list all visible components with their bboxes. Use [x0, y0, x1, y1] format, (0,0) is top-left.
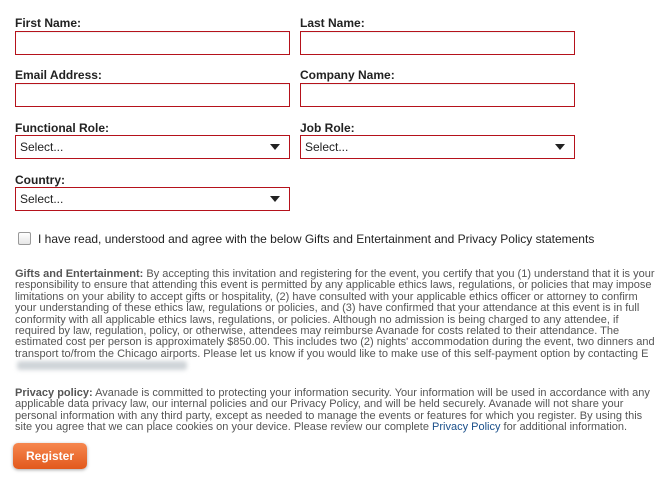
chevron-down-icon [270, 196, 280, 202]
functional-role-select[interactable] [15, 135, 290, 159]
job-role-selected: Select... [305, 140, 349, 154]
privacy-policy-body: Avanade is committed to protecting your information security. Your information will be used in accordance with any applicable data privacy law, our internal policies and our Privacy Policy, and will be held securely. Avanade will not share your personal information with any third party, except as needed to manage the events or features for which you register. By using this site you agree that we can place cookies on your device. Please review our complete [15, 387, 650, 434]
agree-checkbox[interactable] [18, 232, 31, 245]
chevron-down-icon [270, 144, 280, 150]
job-role-select[interactable] [300, 135, 575, 159]
company-name-label: Company Name: [300, 68, 395, 82]
country-select[interactable] [15, 187, 290, 211]
first-name-label: First Name: [15, 16, 82, 30]
register-button[interactable]: Register [13, 443, 87, 469]
first-name-input[interactable] [15, 31, 290, 55]
agree-checkbox-label: I have read, understood and agree with the below Gifts and Entertainment and Privacy Policy statements [38, 232, 595, 246]
country-selected: Select... [20, 192, 64, 206]
functional-role-label: Functional Role: [15, 121, 109, 135]
email-label: Email Address: [15, 68, 102, 82]
gifts-entertainment-statement [15, 269, 657, 372]
redacted-contact [17, 361, 187, 370]
functional-role-selected: Select... [20, 140, 64, 154]
gifts-entertainment-body: By accepting this invitation and registering for the event, you certify that you (1) understand that it is your responsibility to ensure that attending this event is permitted by any applicable ethics laws, regulations, or policies that may impose limitations on your ability to accept gifts or hospitality, (2) have consulted with your applicable ethics officer or attorney to confirm your understanding of these ethics law, regulations or policies, and (3) have confirmed that your attendance at this event is in full conformity with all applicable ethics laws, regulations, or policies. Although no admission is being charged to any attendee, if required by law, regulation, policy, or otherwise, attendees may reimburse Avanade for costs related to their attendance. The estimated cost per person is approximately $850.00. This includes two (2) nights' accommodation during the event, two dinners and transport to/from the Chicago airports. Please let us know if you would like to make use of this self-payment option by contacting E [15, 268, 655, 360]
gifts-entertainment-title: Gifts and Entertainment: [15, 268, 144, 280]
company-name-input[interactable] [300, 83, 575, 107]
last-name-label: Last Name: [300, 16, 365, 30]
chevron-down-icon [555, 144, 565, 150]
privacy-policy-statement [15, 388, 657, 434]
privacy-policy-tail: for additional information. [503, 421, 628, 434]
country-label: Country: [15, 173, 65, 187]
job-role-label: Job Role: [300, 121, 355, 135]
privacy-policy-link[interactable]: Privacy Policy [432, 421, 501, 434]
email-input[interactable] [15, 83, 290, 107]
privacy-policy-title: Privacy policy: [15, 387, 93, 399]
last-name-input[interactable] [300, 31, 575, 55]
